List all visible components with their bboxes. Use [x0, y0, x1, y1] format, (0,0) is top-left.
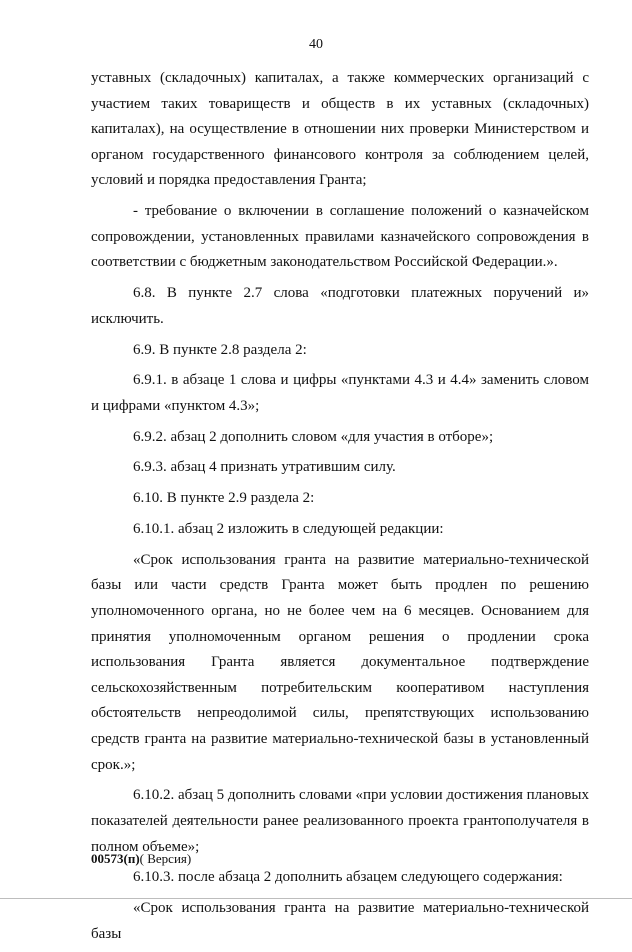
paragraph-6-10-1: 6.10.1. абзац 2 изложить в следующей редакции: [133, 521, 444, 537]
paragraph-6-10: 6.10. В пункте 2.9 раздела 2: [133, 490, 315, 507]
paragraph-6-10-3: 6.10.3. после абзаца 2 дополнить абзацем следующего содержания: [133, 869, 563, 886]
paragraph-treasury-requirement: - требование о включении в соглашение положений о казначейском сопровождении, установленных правилами казначейского сопровождения в соответствии с бюджетным законодательством Российской Федерации.». [91, 203, 589, 271]
paragraph-quoted-grant-term: «Срок использования гранта на развитие материально-технической базы или части средств Гранта может быть продлен по решению уполномоченного органа, но не более чем на 6 месяцев. Основанием для принятия уполномоченным органом решения о продлении срока использования Гранта является документальное подтверждение сельскохозяйственным потребительским кооперативом наступления обстоятельств непреодолимой силы, препятствующих использованию средств гранта на развитие материально-технической базы в установленный срок.»; [91, 551, 589, 773]
paragraph-6-9-2: 6.9.2. абзац 2 дополнить словом «для участия в отборе»; [133, 428, 494, 445]
document-body [91, 66, 589, 952]
paragraph-quoted-grant-term-start: «Срок использования гранта на развитие материально-технической базы [91, 900, 589, 942]
paragraph-6-9: 6.9. В пункте 2.8 раздела 2: [133, 341, 307, 358]
document-version: ( Версия) [139, 851, 192, 866]
page-number: 40 [309, 37, 323, 52]
paragraph-6-9-3: 6.9.3. абзац 4 признать утратившим силу. [133, 459, 396, 476]
page-bottom-edge [0, 898, 632, 899]
paragraph-6-10-2: 6.10.2. абзац 5 дополнить словами «при условии достижения плановых показателей деятельности ранее реализованного проекта грантополучателя в полном объеме»; [91, 787, 589, 855]
paragraph-continuation: уставных (складочных) капиталах, а также коммерческих организаций с участием таких товариществ и обществ в их уставных (складочных) капиталах), на осуществление в отношении них проверки Министерством и органом государственного финансового контроля за соблюдением целей, условий и порядка предоставления Гранта; [91, 70, 589, 189]
paragraph-6-8: 6.8. В пункте 2.7 слова «подготовки платежных поручений и» исключить. [91, 285, 589, 327]
paragraph-6-9-1: 6.9.1. в абзаце 1 слова и цифры «пунктами 4.3 и 4.4» заменить словом и цифрами «пунктом 4.3»; [91, 372, 589, 414]
document-footer [91, 851, 191, 867]
document-code: 00573(п) [91, 851, 140, 866]
